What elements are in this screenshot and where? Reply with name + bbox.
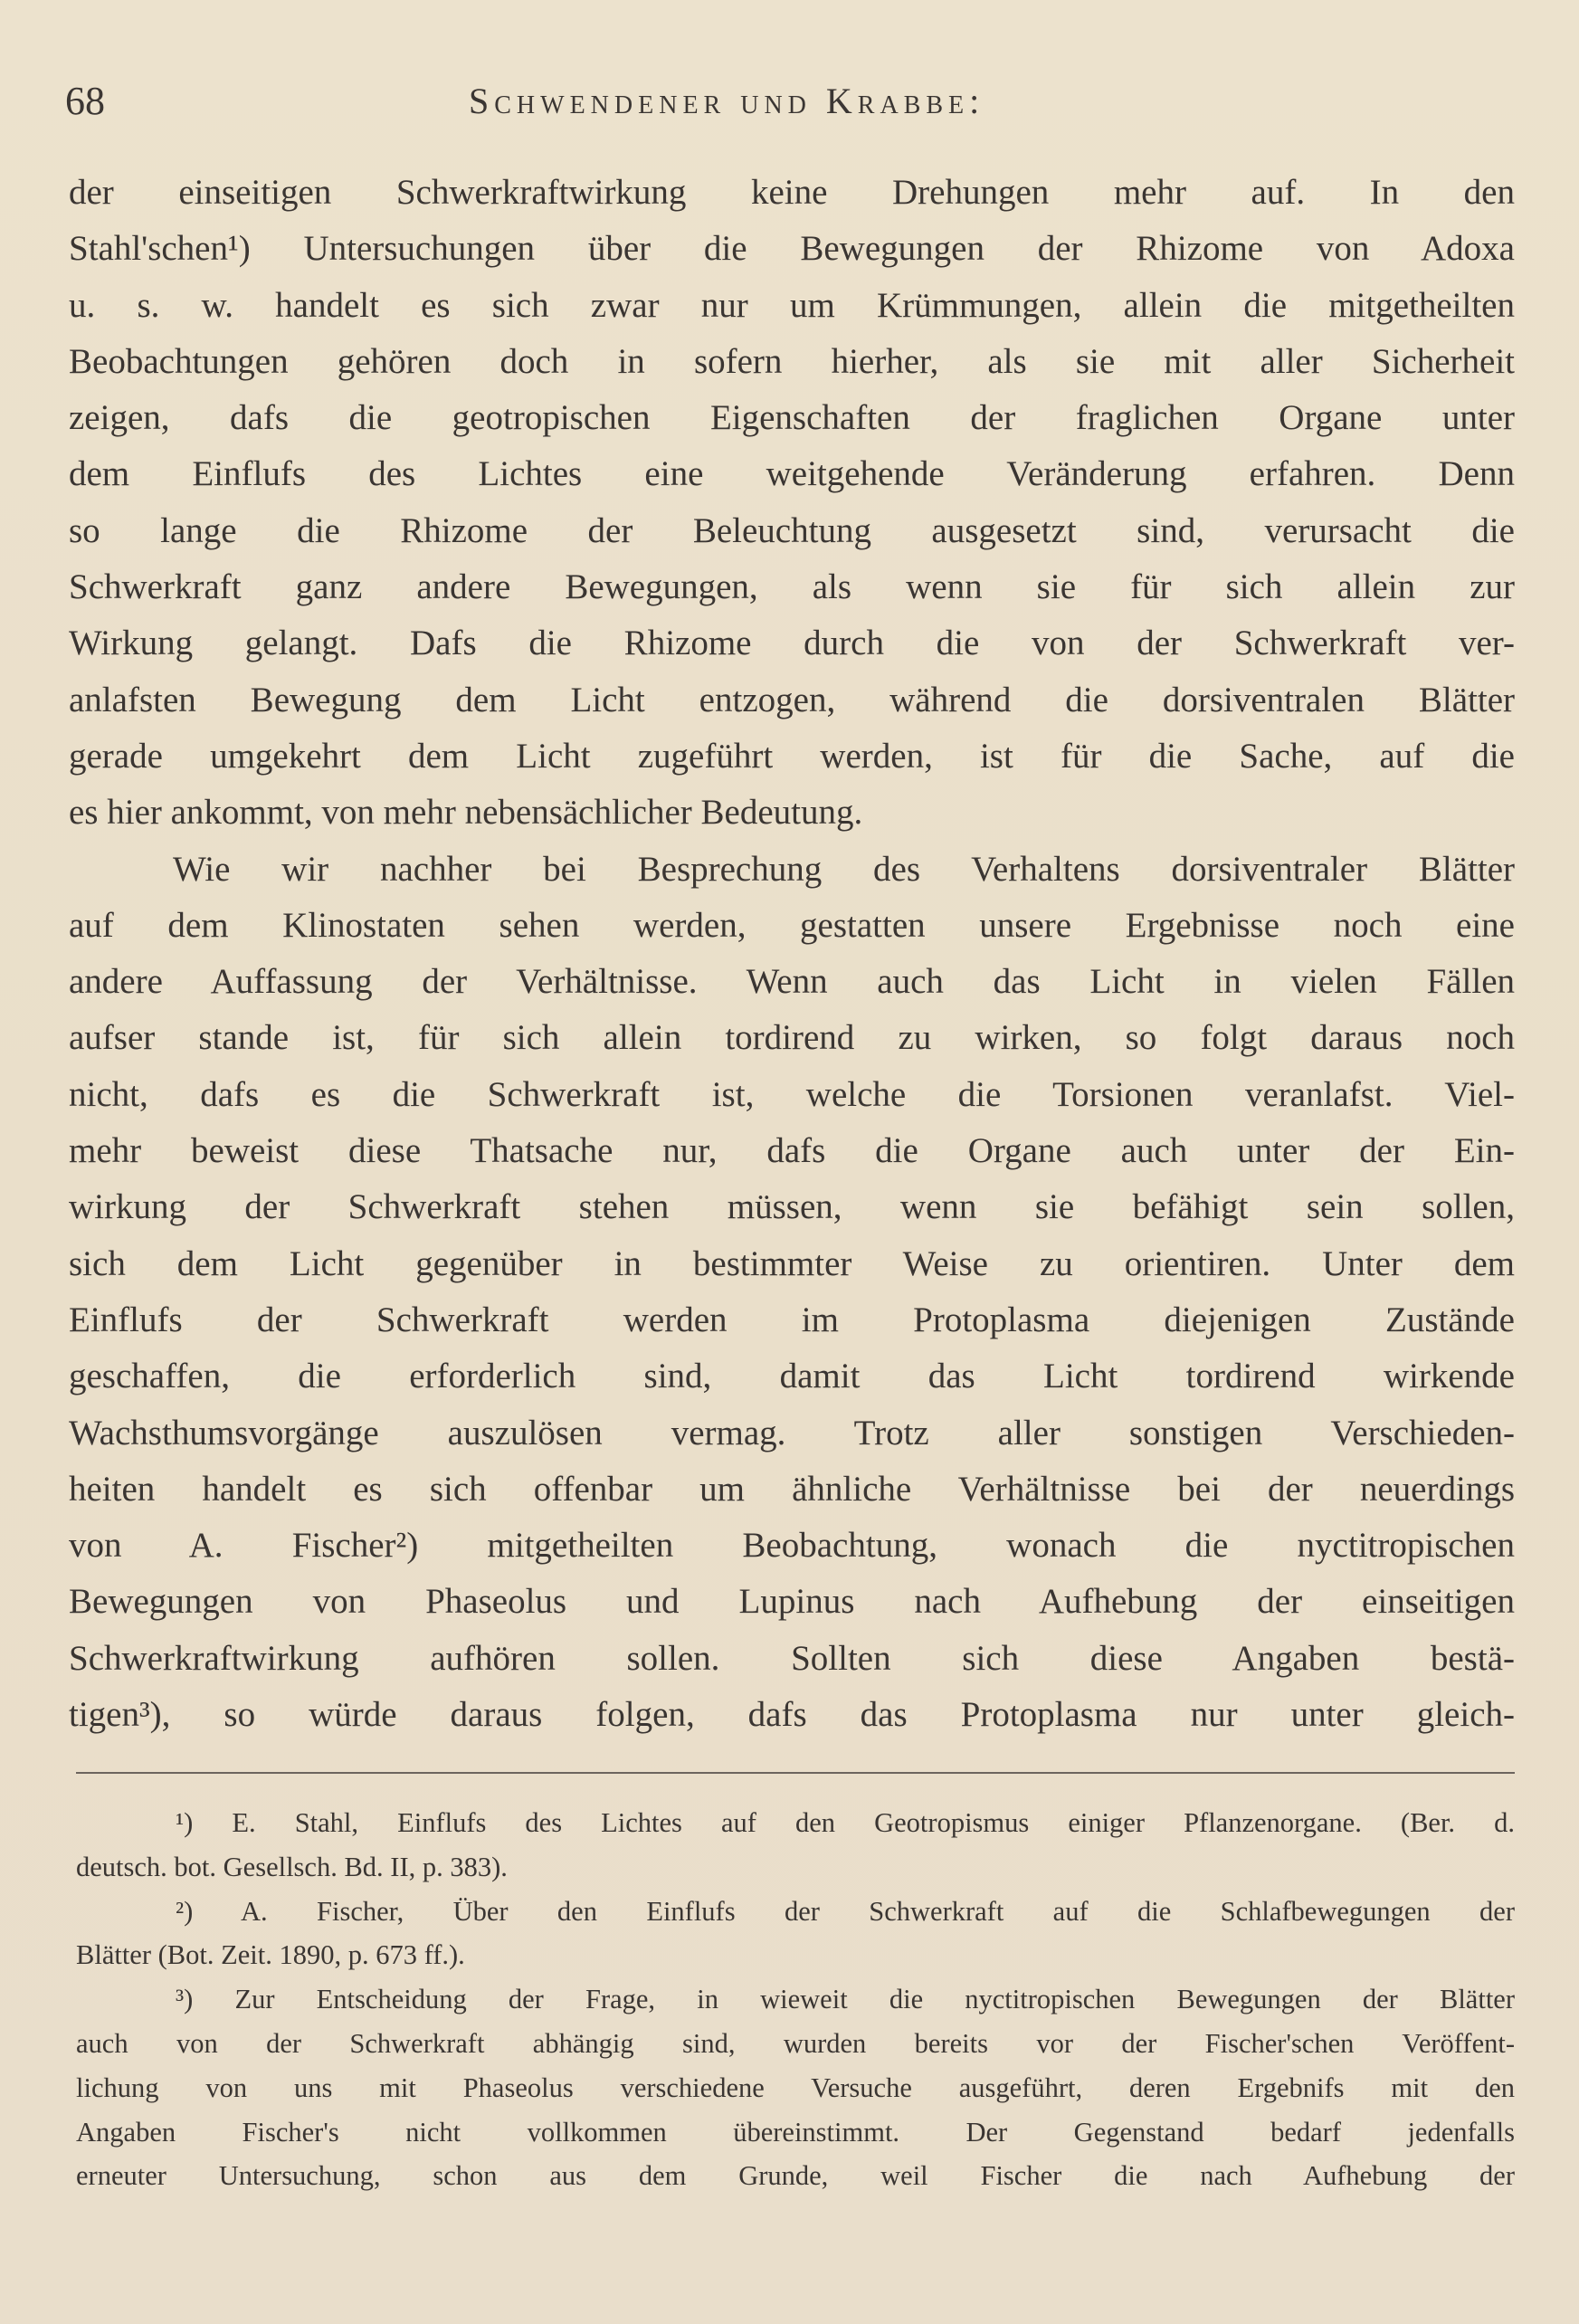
body-line: nicht, dafs es die Schwerkraft ist, welche die Torsionen veranlafst. Viel- [69, 1074, 1515, 1114]
body-line: wirkung der Schwerkraft stehen müssen, wenn sie befähigt sein sollen, [69, 1187, 1515, 1227]
body-line: Wachsthumsvorgänge auszulösen vermag. Trotz aller sonstigen Verschieden- [69, 1413, 1515, 1452]
footnote-line: ¹) E. Stahl, Einflufs des Lichtes auf den Geotropismus einiger Pflanzenorgane. (Ber. d. [176, 1807, 1515, 1838]
body-line: der einseitigen Schwerkraftwirkung keine Drehungen mehr auf. In den [69, 173, 1515, 212]
page-number: 68 [65, 79, 105, 123]
footnote-line: auch von der Schwerkraft abhängig sind, wurden bereits vor der Fischer'schen Veröffent- [76, 2027, 1515, 2059]
footnote-line: ²) A. Fischer, Über den Einflufs der Schwerkraft auf die Schlafbewegungen der [176, 1895, 1515, 1927]
footnote-line: Blätter (Bot. Zeit. 1890, p. 673 ff.). [76, 1939, 465, 1971]
body-line: Stahl'schen¹) Untersuchungen über die Bewegungen der Rhizome von Adoxa [69, 229, 1515, 269]
body-line: Wie wir nachher bei Besprechung des Verhaltens dorsiventraler Blätter [173, 849, 1515, 889]
footnote-line: ³) Zur Entscheidung der Frage, in wieweit die nyctitropischen Bewegungen der Blätter [176, 1984, 1515, 2015]
body-line: Wirkung gelangt. Dafs die Rhizome durch die von der Schwerkraft ver- [69, 624, 1515, 663]
body-line: gerade umgekehrt dem Licht zugeführt werden, ist für die Sache, auf die [69, 736, 1515, 776]
body-line: anlafsten Bewegung dem Licht entzogen, während die dorsiventralen Blätter [69, 680, 1515, 719]
body-line: Schwerkraftwirkung aufhören sollen. Sollten sich diese Angaben bestä- [69, 1638, 1515, 1678]
footnote-line: deutsch. bot. Gesellsch. Bd. II, p. 383). [76, 1851, 508, 1882]
body-line: dem Einflufs des Lichtes eine weitgehende Veränderung erfahren. Denn [69, 454, 1515, 494]
body-line: so lange die Rhizome der Beleuchtung ausgesetzt sind, verursacht die [69, 510, 1515, 550]
body-line: sich dem Licht gegenüber in bestimmter Weise zu orientiren. Unter dem [69, 1243, 1515, 1283]
body-line: u. s. w. handelt es sich zwar nur um Krümmungen, allein die mitgetheilten [69, 285, 1515, 325]
body-line: es hier ankommt, von mehr nebensächlicher Bedeutung. [69, 793, 863, 833]
body-line: heiten handelt es sich offenbar um ähnliche Verhältnisse bei der neuerdings [69, 1469, 1515, 1509]
body-line: zeigen, dafs die geotropischen Eigenschaften der fraglichen Organe unter [69, 398, 1515, 438]
body-line: von A. Fischer²) mitgetheilten Beobachtung, wonach die nyctitropischen [69, 1526, 1515, 1566]
footnote-line: lichung von uns mit Phaseolus verschiedene Versuche ausgeführt, deren Ergebnifs mit den [76, 2072, 1515, 2103]
body-line: mehr beweist diese Thatsache nur, dafs die Organe auch unter der Ein- [69, 1131, 1515, 1171]
body-line: aufser stande ist, für sich allein tordirend zu wirken, so folgt daraus noch [69, 1018, 1515, 1058]
running-title: Schwendener und Krabbe: [469, 81, 985, 121]
body-line: Beobachtungen gehören doch in sofern hierher, als sie mit aller Sicherheit [69, 341, 1515, 381]
body-line: auf dem Klinostaten sehen werden, gestatten unsere Ergebnisse noch eine [69, 905, 1515, 945]
body-text [69, 165, 1515, 1743]
body-line: geschaffen, die erforderlich sind, damit das Licht tordirend wirkende [69, 1357, 1515, 1396]
body-line: tigen³), so würde daraus folgen, dafs das Protoplasma nur unter gleich- [69, 1695, 1515, 1735]
body-line: Schwerkraft ganz andere Bewegungen, als wenn sie für sich allein zur [69, 567, 1515, 607]
footnote-line: Angaben Fischer's nicht vollkommen übereinstimmt. Der Gegenstand bedarf jedenfalls [76, 2116, 1515, 2148]
body-line: Bewegungen von Phaseolus und Lupinus nach Aufhebung der einseitigen [69, 1582, 1515, 1622]
body-line: andere Auffassung der Verhältnisse. Wenn auch das Licht in vielen Fällen [69, 962, 1515, 1002]
footnote-rule [76, 1772, 1515, 1774]
body-line: Einflufs der Schwerkraft werden im Protoplasma diejenigen Zustände [69, 1300, 1515, 1339]
running-head [65, 74, 1513, 129]
footnotes [76, 1801, 1515, 2198]
footnote-line: erneuter Untersuchung, schon aus dem Grunde, weil Fischer die nach Aufhebung der [76, 2160, 1515, 2192]
